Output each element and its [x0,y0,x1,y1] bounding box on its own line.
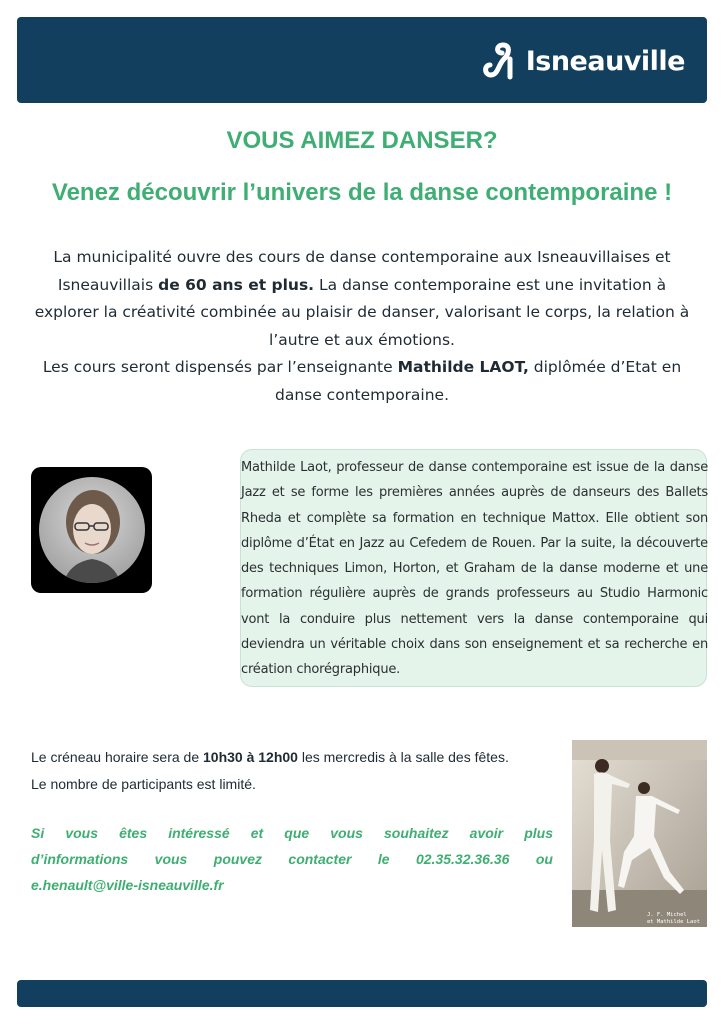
intro-p1-highlight: de 60 ans et plus. [158,275,315,294]
contact-word: pouvez [213,851,262,867]
contact-word: vous [154,851,188,867]
brand-logo[interactable] [480,39,685,83]
header-banner [17,17,707,103]
contact-line-1 [31,820,553,846]
contact-word: Si [31,825,45,841]
contact-word: êtes [119,825,148,841]
footer-banner [17,980,707,1007]
contact-word: d’informations [31,851,129,867]
portrait-image [31,467,152,593]
contact-word: souhaitez [384,825,449,841]
schedule-line-2: Le nombre de participants est limité. [31,776,256,792]
teacher-name: Mathilde LAOT, [397,358,529,376]
photo-credit-2: et Mathilde Laot [647,919,700,925]
intro-paragraph [24,244,700,409]
contact-word: intéressé [168,825,230,841]
schedule-line-1 [31,744,571,771]
page-subtitle: Venez découvrir l’univers de la danse contemporaine ! [51,179,673,206]
contact-word: vous [65,825,98,841]
dance-photo [572,740,707,927]
contact-word: vous [330,825,363,841]
contact-email-link[interactable]: e.henault@ville-isneauville.fr [31,877,224,893]
schedule-text-end: les mercredis à la salle des fêtes. [297,749,509,765]
contact-word: et [250,825,264,841]
contact-word: contacter [288,851,352,867]
contact-word: avoir [469,825,504,841]
contact-info [31,820,553,898]
isneauville-logo-icon [480,39,520,83]
contact-word: ou [535,851,553,867]
intro-p2-text: Les cours seront dispensés par l’enseignante [42,358,398,376]
intro-p1-text: La municipalité ouvre des cours de danse contemporaine aux Isneauvillaises et Isneauvillais [53,248,671,294]
contact-phone[interactable]: 02.35.32.36.36 [415,851,510,867]
intro-p1 [24,244,700,354]
teacher-bio-box [240,449,707,687]
schedule-info [31,744,571,798]
schedule-text: Le créneau horaire sera de [31,749,203,765]
intro-p1-text-end: La danse contemporaine est une invitation à explorer la créativité combinée au plaisir de danser, valorisant le corps, la relation à l’autre et aux émotions. [34,275,690,349]
contact-word: que [284,825,310,841]
brand-name: Isneauville [525,45,685,77]
contact-word: le [377,851,390,867]
teacher-portrait-photo [31,467,152,593]
contact-line-2 [31,846,553,872]
schedule-time: 10h30 à 12h00 [203,749,298,765]
photo-credit-1: J. F. Michel [647,912,687,918]
teacher-bio-text: Mathilde Laot, professeur de danse contemporaine est issue de la danse Jazz et se forme les premières années auprès de danseurs des Ballets Rheda et complète sa formation en technique Mattox. Elle obtient son diplôme d’État en Jazz au Cefedem de Rouen. Par la suite, la découverte des techniques Limon, Horton, et Graham de la danse moderne et une formation régulière auprès de grands professeurs au Studio Harmonic vont la conduire plus nettement vers la danse contemporaine qui deviendra un véritable choix dans son enseignement et sa recherche en création chorégraphique. [241,460,708,678]
intro-p2-text-end: diplômée d’Etat en danse contemporaine. [274,358,682,404]
contact-word: plus [524,825,553,841]
dance-image [572,740,707,927]
page-title: VOUS AIMEZ DANSER? [226,127,498,154]
intro-p2 [24,354,700,409]
